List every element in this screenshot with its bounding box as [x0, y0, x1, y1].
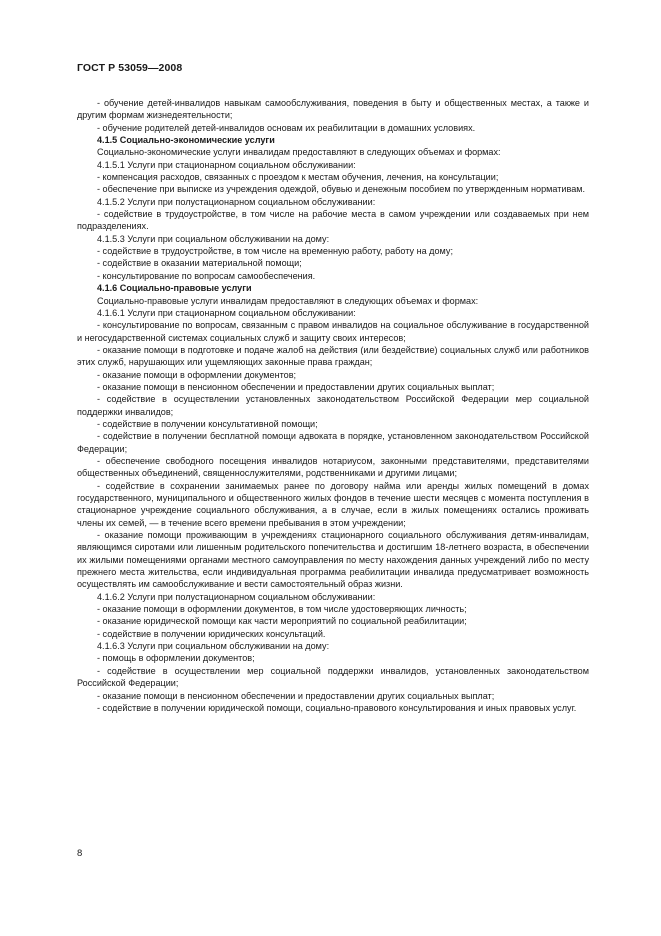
paragraph: - обеспечение свободного посещения инвалидов нотариусом, законными представителями, представителями общественных объединений, священнослужителями, родственниками и другими лицами; — [77, 455, 589, 479]
paragraph: - оказание помощи в оформлении документов; — [97, 369, 297, 380]
paragraph: 4.1.6.2 Услуги при полустационарном социальном обслуживании: — [97, 591, 376, 602]
paragraph: - обеспечение при выписке из учреждения одеждой, обувью и денежным пособием по утвержденным нормативам. — [97, 184, 586, 195]
paragraph: - оказание юридической помощи как части мероприятий по социальной реабилитации; — [97, 616, 467, 627]
section-heading: 4.1.6 Социально-правовые услуги — [97, 283, 252, 294]
paragraph: - обучение детей-инвалидов навыкам самообслуживания, поведения в быту и общественных местах, а также и другим формам жизнедеятельности; — [77, 98, 589, 121]
paragraph: - консультирование по вопросам, связанным с правом инвалидов на социальное обслуживание в государственной и негосударственной системах социальных служб и защиту своих интересов; — [77, 320, 589, 343]
paragraph: - обучение родителей детей-инвалидов основам их реабилитации в домашних условиях. — [97, 122, 476, 133]
paragraph: - оказание помощи проживающим в учреждениях стационарного социального обслуживания детям-инвалидам, являющимся сиротами или лишенным родительского попечительства и достигшим 18-летнего возраста, в обеспечении их жилыми помещениями органами местного самоуправления по месту нахождения данных учреждений либо по месту прежнего места жительства, если индивидуальная программа реабилитации инвалида предусматривает возможность осуществлять им самообслуживание и вести самостоятельный образ жизни. — [77, 530, 589, 590]
paragraph: - компенсация расходов, связанных с проездом к местам обучения, лечения, на консультации; — [97, 172, 499, 183]
paragraph: Социально-правовые услуги инвалидам предоставляют в следующих объемах и формах: — [97, 295, 479, 306]
paragraph: - содействие в получении бесплатной помощи адвоката в порядке, установленном законодательством Российской Федерации; — [77, 431, 589, 454]
paragraph: - оказание помощи в подготовке и подаче жалоб на действия (или бездействие) социальных служб или работников этих служб, нарушающих или ущемляющих законные права граждан; — [77, 344, 589, 368]
paragraph: - содействие в трудоустройстве, в том числе на временную работу, работу на дому; — [97, 246, 453, 257]
section-heading: 4.1.5 Социально-экономические услуги — [97, 135, 275, 146]
paragraph: - содействие в осуществлении установленных законодательством Российской Федерации мер социальной поддержки инвалидов; — [77, 394, 589, 417]
paragraph: 4.1.5.2 Услуги при полустационарном социальном обслуживании: — [97, 196, 376, 207]
paragraph: 4.1.5.3 Услуги при социальном обслуживании на дому: — [97, 233, 330, 244]
paragraph: - содействие в трудоустройстве, в том числе на рабочие места в самом учреждении или создаваемых при нем подразделениях. — [77, 209, 589, 232]
paragraph: - содействие в сохранении занимаемых ранее по договору найма или аренды жилых помещений в домах государственного, муниципального и общественного жилых фондов в течение шести месяцев с момента поступления в стационарное учреждение социального обслуживания, а в случае, если в жилых помещениях остались проживать члены их семей, — в течение всего времени пребывания в этом учреждении; — [77, 480, 589, 528]
page-number: 8 — [77, 848, 83, 859]
paragraph: - содействие в получении консультативной помощи; — [97, 418, 318, 429]
document-header: ГОСТ Р 53059—2008 — [77, 62, 183, 74]
paragraph: 4.1.6.3 Услуги при социальном обслуживании на дому: — [97, 641, 330, 652]
paragraph: - содействие в оказании материальной помощи; — [97, 258, 302, 269]
paragraph: - помощь в оформлении документов; — [97, 653, 255, 664]
paragraph: - содействие в осуществлении мер социальной поддержки инвалидов, установленных законодательством Российской Федерации; — [77, 665, 589, 689]
paragraph: - оказание помощи в пенсионном обеспечении и предоставлении других социальных выплат; — [97, 690, 495, 701]
paragraph: - оказание помощи в пенсионном обеспечении и предоставлении других социальных выплат; — [97, 381, 495, 392]
paragraph: 4.1.6.1 Услуги при стационарном социальном обслуживании: — [97, 307, 356, 318]
paragraph: 4.1.5.1 Услуги при стационарном социальном обслуживании: — [97, 159, 356, 170]
paragraph: - оказание помощи в оформлении документов, в том числе удостоверяющих личность; — [97, 604, 467, 615]
paragraph: - консультирование по вопросам самообеспечения. — [97, 270, 316, 281]
paragraph: - содействие в получении юридических консультаций. — [97, 628, 326, 639]
paragraph: Социально-экономические услуги инвалидам предоставляют в следующих объемах и формах: — [97, 147, 501, 158]
document-body — [77, 97, 589, 714]
paragraph: - содействие в получении юридической помощи, социально-правового консультирования и иных правовых услуг. — [97, 702, 577, 713]
